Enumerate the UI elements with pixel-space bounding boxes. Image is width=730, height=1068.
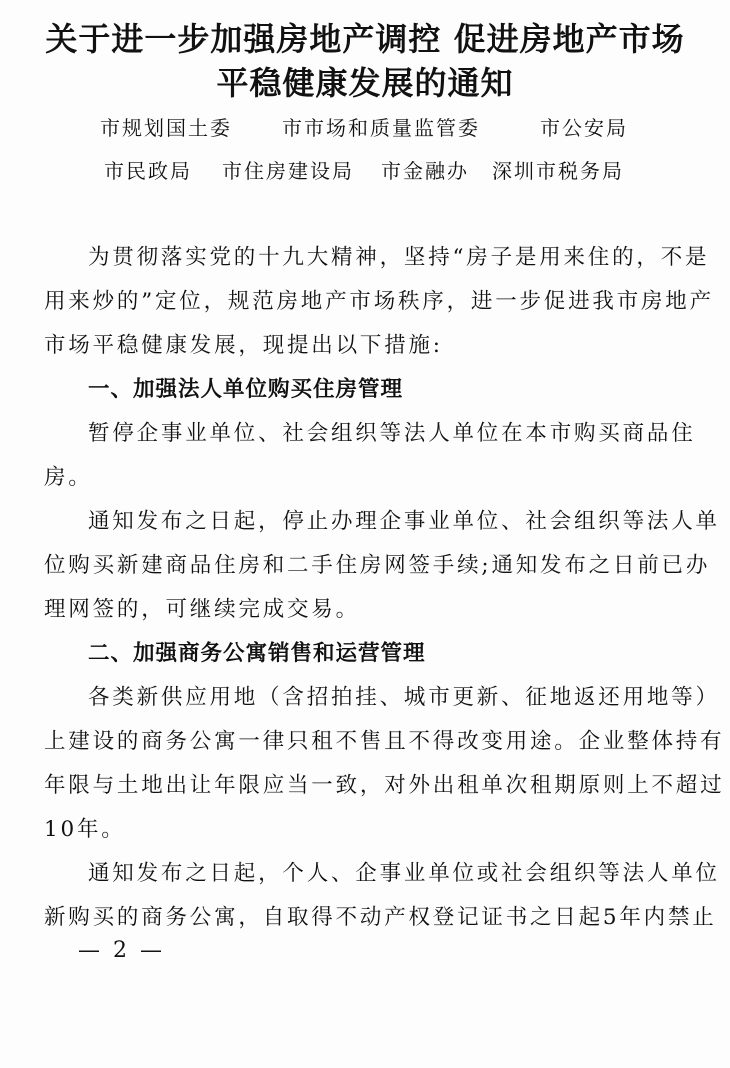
text-line: 暂停企事业单位、社会组织等法人单位在本市购买商品住 <box>88 421 696 446</box>
text-line: 通知发布之日起，个人、企事业单位或社会组织等法人单位 <box>88 861 720 886</box>
text-line: 10年。 <box>44 817 126 842</box>
section-2-heading: 二、加强商务公寓销售和运营管理 <box>88 641 426 666</box>
document-title-line-1: 关于进一步加强房地产调控 促进房地产市场 <box>45 20 685 58</box>
department: 市住房建设局 <box>222 159 354 183</box>
text-line: 位购买新建商品住房和二手住房网签手续;通知发布之日前已办 <box>44 553 711 578</box>
text-line: 房。 <box>44 465 93 490</box>
section-1-paragraph-1 <box>44 412 704 500</box>
text-line: 市场平稳健康发展，现提出以下措施: <box>44 333 443 358</box>
text-line: 通知发布之日起，停止办理企事业单位、社会组织等法人单 <box>88 509 720 534</box>
document-body <box>44 236 725 940</box>
section-1-paragraph-2 <box>44 500 720 632</box>
department: 市市场和质量监管委 <box>282 116 480 140</box>
text-line: 用来炒的”定位，规范房地产市场秩序，进一步促进我市房地产 <box>44 289 714 314</box>
text-line: 上建设的商务公寓一律只租不售且不得改变用途。企业整体持有 <box>44 729 725 754</box>
department: 深圳市税务局 <box>492 159 624 183</box>
section-2-paragraph-2 <box>44 852 720 940</box>
section-2-paragraph-1 <box>44 676 725 852</box>
text-line: 理网签的，可继续完成交易。 <box>44 597 360 622</box>
document-title-line-2: 平稳健康发展的通知 <box>216 64 514 102</box>
department: 市规划国土委 <box>100 116 232 140</box>
text-line: 为贯彻落实党的十九大精神，坚持“房子是用来住的，不是 <box>88 245 710 270</box>
department: 市公安局 <box>540 116 628 140</box>
section-1-heading: 一、加强法人单位购买住房管理 <box>88 377 404 402</box>
department: 市金融办 <box>381 159 469 183</box>
text-line: 各类新供应用地（含招拍挂、城市更新、征地返还用地等） <box>88 685 720 710</box>
text-line: 新购买的商务公寓，自取得不动产权登记证书之日起5年内禁止 <box>44 905 717 930</box>
text-line: 年限与土地出让年限应当一致，对外出租单次租期原则上不超过 <box>44 773 725 798</box>
department: 市民政局 <box>104 159 192 183</box>
intro-paragraph <box>44 236 714 368</box>
page-number: — 2 — <box>78 938 165 963</box>
